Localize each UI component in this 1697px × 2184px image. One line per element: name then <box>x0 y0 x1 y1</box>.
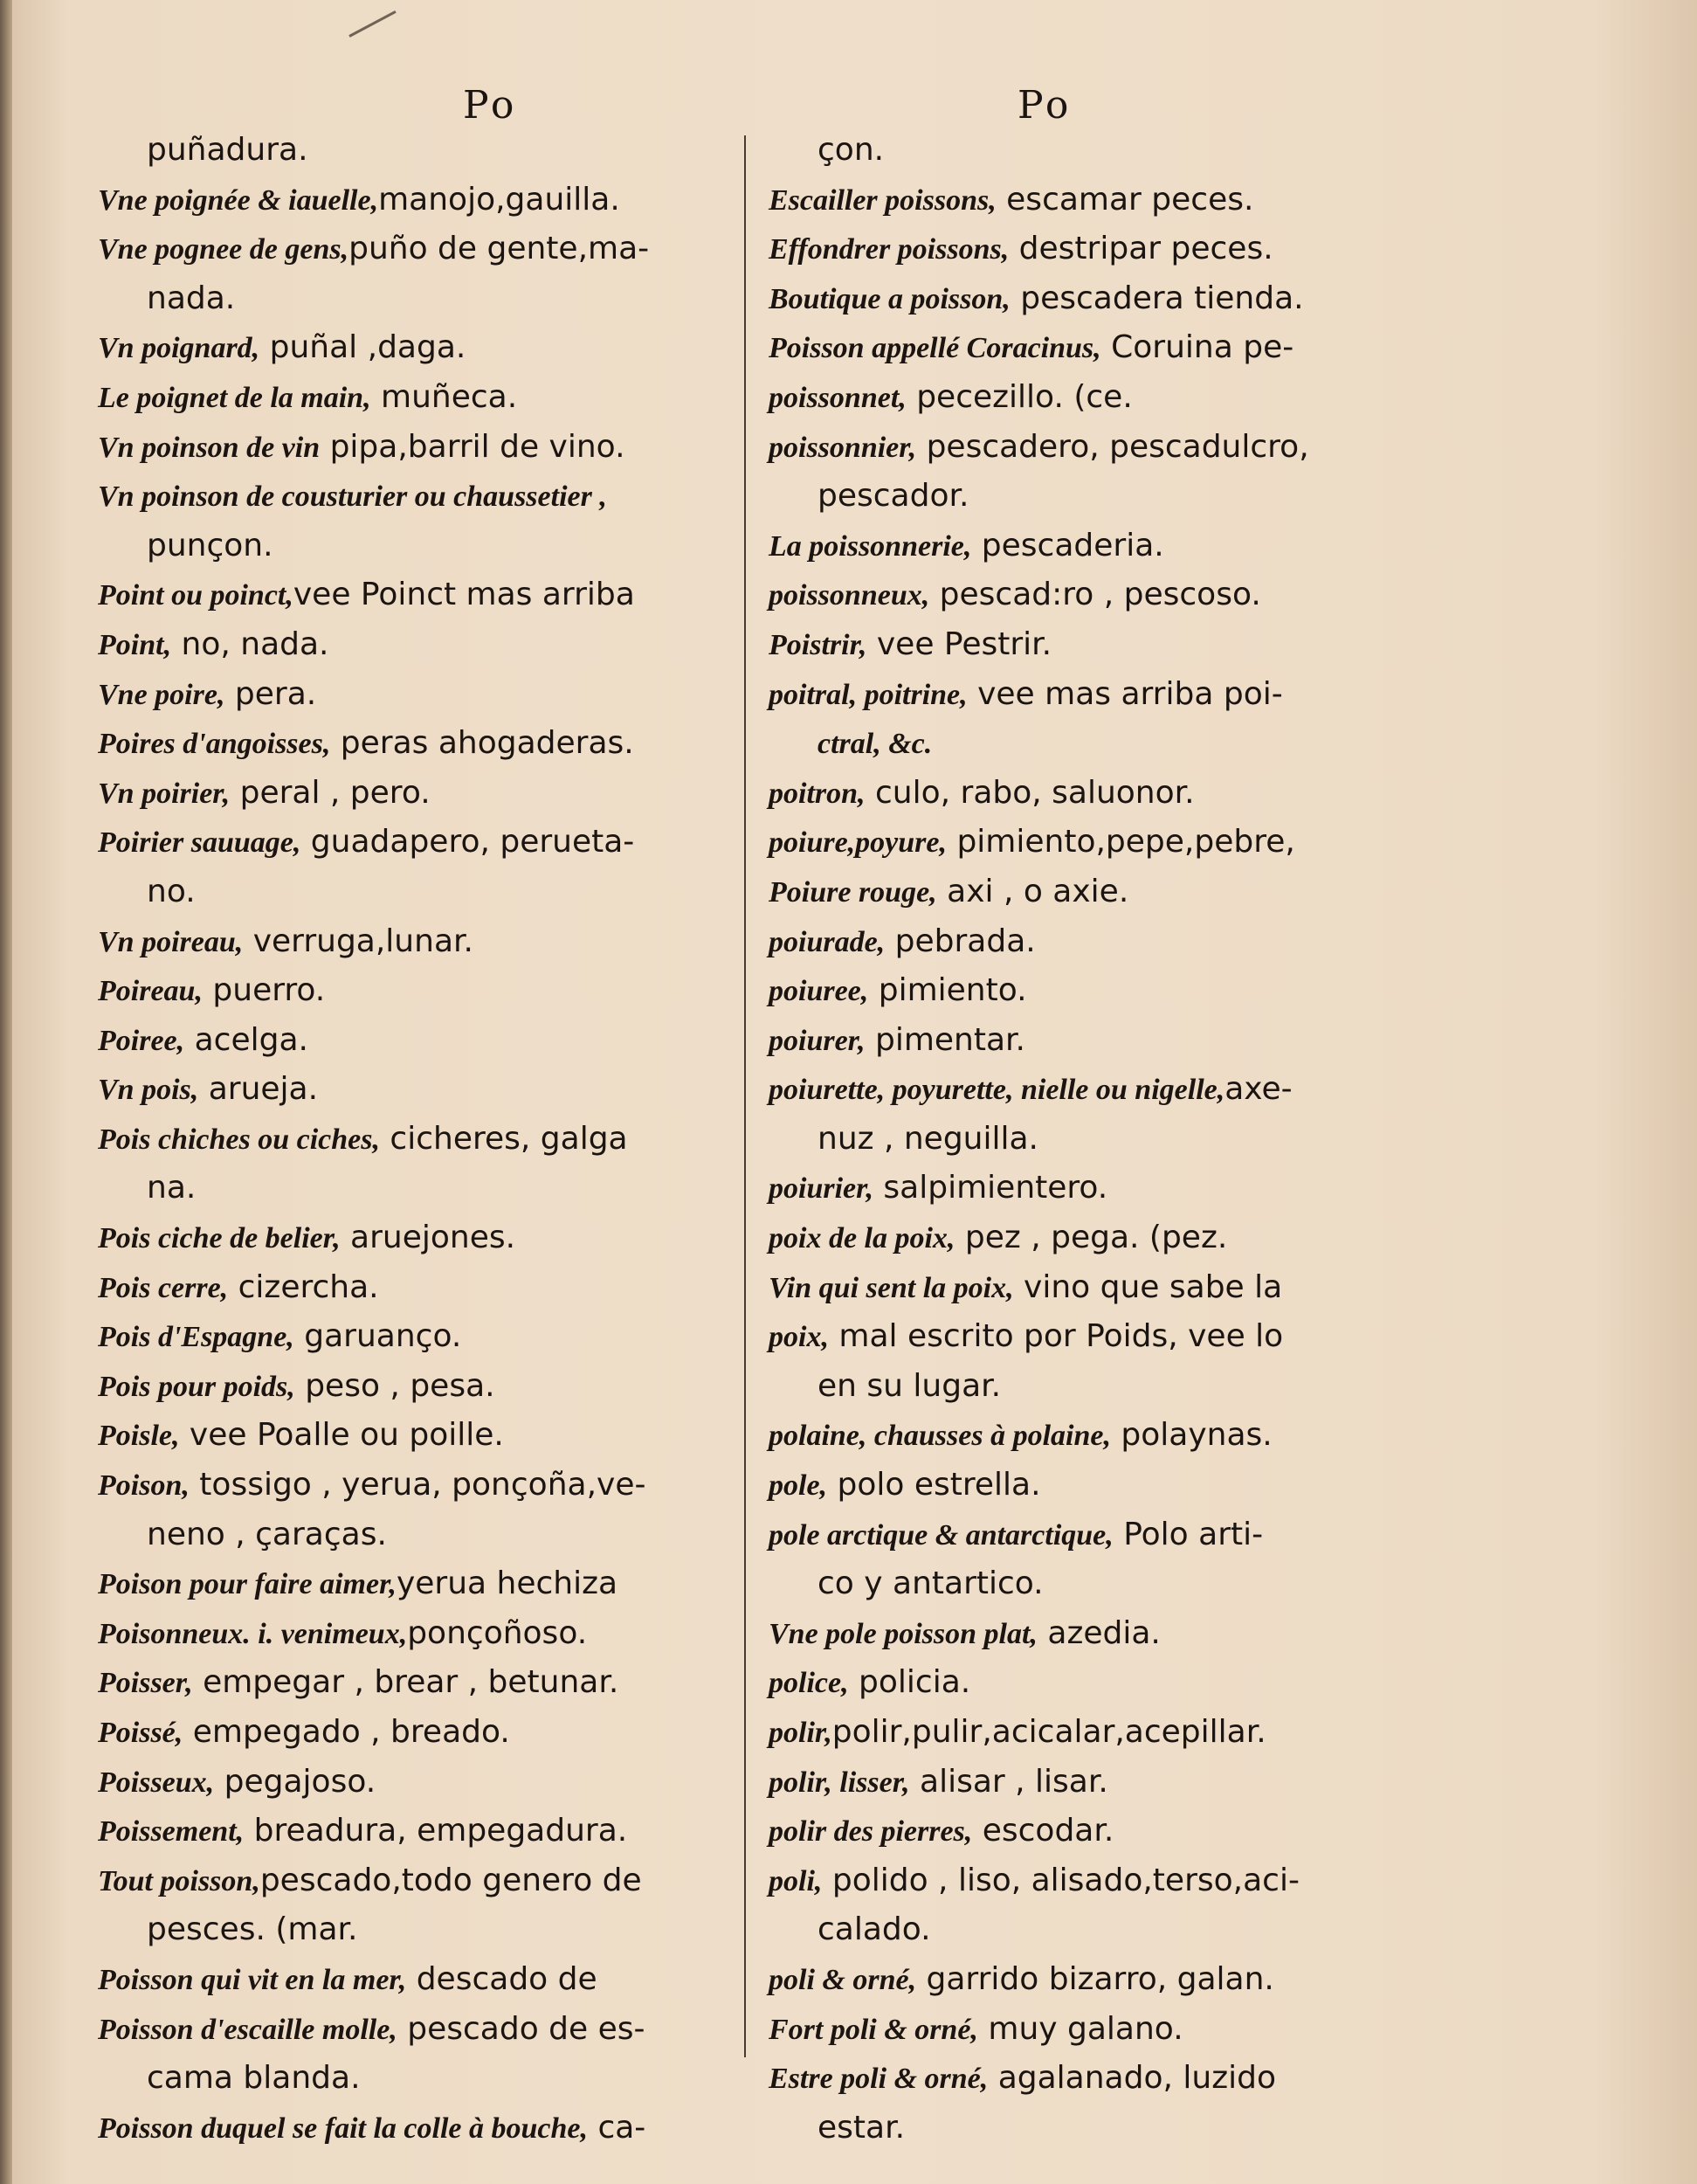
entry-translation: ponçoñoso. <box>407 1614 588 1651</box>
dictionary-entry <box>98 1707 762 1757</box>
entry-headword: polir, lisser, <box>769 1766 910 1799</box>
entry-translation: nuz , neguilla. <box>817 1120 1039 1157</box>
entry-translation: puño de gente,ma- <box>348 231 650 267</box>
entry-headword: Pois chiches ou ciches, <box>98 1123 380 1156</box>
dictionary-entry <box>98 1064 762 1114</box>
entry-headword: Vne pole poisson plat, <box>769 1617 1038 1650</box>
dictionary-entry <box>98 1410 762 1460</box>
entry-translation: polaynas. <box>1110 1417 1273 1454</box>
entry-translation: pescador. <box>817 478 969 515</box>
dictionary-entry <box>769 1806 1467 1856</box>
entry-translation: co y antartico. <box>817 1565 1044 1602</box>
entry-translation: ca- <box>588 2109 646 2146</box>
entry-headword: polir, <box>769 1717 832 1749</box>
entry-translation: polo estrella. <box>827 1467 1041 1503</box>
entry-translation: puñal ,daga. <box>259 329 466 366</box>
dictionary-entry <box>769 1262 1467 1312</box>
entry-translation: alisar , lisar. <box>909 1763 1108 1800</box>
entry-translation: descado de <box>406 1960 597 1997</box>
entry-translation: polido , liso, alisado,terso,aci- <box>822 1862 1300 1898</box>
dictionary-entry <box>98 619 762 669</box>
entry-headword: police, <box>769 1667 849 1700</box>
dictionary-entry <box>769 471 1467 521</box>
entry-headword: Poisson qui vit en la mer, <box>98 1963 407 1996</box>
dictionary-entry <box>769 322 1467 372</box>
entry-headword: Vne poignée & iauelle, <box>98 183 379 217</box>
dictionary-entry <box>98 125 762 175</box>
dictionary-entry <box>769 570 1467 619</box>
entry-headword: Effondrer poissons, <box>769 233 1010 266</box>
entry-headword: poissonnier, <box>769 431 917 464</box>
entry-headword: polaine, chausses à polaine, <box>769 1420 1111 1453</box>
dictionary-entry <box>769 669 1467 719</box>
entry-translation: vee Poinct mas arriba <box>293 577 635 613</box>
entry-translation: cama blanda. <box>147 2060 361 2097</box>
entry-translation: en su lugar. <box>817 1367 1002 1404</box>
dictionary-entry <box>769 1856 1467 1905</box>
dictionary-entry <box>98 1559 762 1608</box>
entry-translation: pimiento. <box>868 972 1027 1009</box>
dictionary-entry <box>98 669 762 719</box>
dictionary-entry <box>98 175 762 225</box>
entry-translation: peral , pero. <box>230 774 431 811</box>
entry-headword: Estre poli & orné, <box>769 2063 989 2096</box>
entry-headword: Vn poireau, <box>98 925 244 958</box>
entry-translation: pez , pega. (pez. <box>955 1220 1228 1256</box>
dictionary-entry <box>98 1657 762 1707</box>
dictionary-entry <box>98 322 762 372</box>
page-binding-edge <box>0 0 12 2184</box>
dictionary-entry <box>769 1410 1467 1460</box>
entry-translation: cicheres, galga <box>379 1120 628 1157</box>
entry-headword: Poiure rouge, <box>769 875 937 909</box>
entry-headword: poli, <box>769 1864 823 1897</box>
entry-translation: aruejones. <box>340 1220 516 1256</box>
entry-translation: pescad:ro , pescoso. <box>929 577 1261 613</box>
entry-headword: poix, <box>769 1321 829 1354</box>
dictionary-entry <box>98 1114 762 1164</box>
entry-translation: empegar , brear , betunar. <box>192 1664 619 1701</box>
dictionary-entry <box>769 2103 1467 2153</box>
entry-headword: poiurier, <box>769 1172 873 1206</box>
entry-translation: pescadera tienda. <box>1010 280 1304 316</box>
entry-translation: pegajoso. <box>214 1763 376 1800</box>
entry-headword: Poissement, <box>98 1815 245 1849</box>
entry-headword: Pois cerre, <box>98 1271 229 1304</box>
entry-translation: garuanço. <box>293 1318 462 1355</box>
entry-translation: pipa,barril de vino. <box>320 428 625 465</box>
entry-headword: Poisonneux. i. venimeux, <box>98 1617 408 1650</box>
entry-translation: vee Pestrir. <box>866 625 1052 662</box>
entry-headword: Poiree, <box>98 1024 185 1057</box>
dictionary-entry <box>98 1856 762 1905</box>
entry-translation: vee Poalle ou poille. <box>179 1417 504 1454</box>
dictionary-entry <box>98 570 762 619</box>
entry-headword: Poisseux, <box>98 1766 215 1799</box>
dictionary-entry <box>769 768 1467 818</box>
dictionary-entry <box>98 521 762 570</box>
entry-translation: escodar. <box>972 1813 1114 1849</box>
dictionary-entry <box>98 2053 762 2103</box>
entry-translation: destripar peces. <box>1009 231 1273 267</box>
dictionary-entry <box>98 1608 762 1658</box>
entry-translation: yerua hechiza <box>396 1565 618 1602</box>
entry-translation: empegado , breado. <box>183 1714 510 1750</box>
entry-translation: peso , pesa. <box>294 1367 495 1404</box>
dictionary-entry <box>769 422 1467 472</box>
entry-translation: pescaderia. <box>971 527 1164 563</box>
dictionary-entry <box>98 1262 762 1312</box>
entry-headword: Le poignet de la main, <box>98 381 371 414</box>
dictionary-entry <box>769 718 1467 768</box>
entry-headword: Tout poisson, <box>98 1864 260 1897</box>
dictionary-entry <box>98 916 762 966</box>
entry-headword: Pois d'Espagne, <box>98 1321 294 1354</box>
dictionary-entry <box>769 224 1467 273</box>
dictionary-entry <box>769 1657 1467 1707</box>
dictionary-entry <box>98 1361 762 1411</box>
entry-headword: Vne poire, <box>98 678 225 711</box>
dictionary-entry <box>98 1757 762 1807</box>
entry-headword: poiurette, poyurette, nielle ou nigelle, <box>769 1074 1225 1107</box>
dictionary-entry <box>98 817 762 867</box>
entry-translation: pesces. (mar. <box>147 1911 358 1948</box>
entry-headword: pole arctique & antarctique, <box>769 1518 1114 1552</box>
entry-translation: manojo,gauilla. <box>378 181 620 218</box>
entry-translation: breadura, empegadura. <box>244 1813 628 1849</box>
dictionary-entry <box>769 1213 1467 1262</box>
entry-translation: polir,pulir,acicalar,acepillar. <box>831 1714 1266 1750</box>
entry-translation: muy galano. <box>977 2010 1183 2047</box>
entry-translation: mal escrito por Poids, vee lo <box>828 1318 1284 1355</box>
left-column-header: Po <box>463 83 518 128</box>
dictionary-entry <box>769 1064 1467 1114</box>
dictionary-entry <box>769 619 1467 669</box>
entry-headword: Vn poirier, <box>98 777 231 810</box>
entry-translation: punçon. <box>147 527 273 563</box>
dictionary-entry <box>769 1015 1467 1065</box>
dictionary-entry <box>769 1954 1467 2004</box>
entry-translation: verruga,lunar. <box>243 923 473 959</box>
entry-headword: Point ou poinct, <box>98 579 293 612</box>
entry-translation: Coruina pe- <box>1100 329 1294 366</box>
entry-headword: poissonneux, <box>769 579 930 612</box>
entry-headword: Poisson appellé Coracinus, <box>769 332 1101 365</box>
entry-translation: pimiento,pepe,pebre, <box>947 824 1295 860</box>
entry-headword: Vn poinson de vin <box>98 431 321 464</box>
entry-headword: pole, <box>769 1469 828 1503</box>
entry-translation: neno , çaraças. <box>147 1516 387 1552</box>
entry-headword: La poissonnerie, <box>769 529 972 563</box>
dictionary-entry <box>769 1707 1467 1757</box>
entry-translation: garrido bizarro, galan. <box>916 1960 1274 1997</box>
dictionary-entry <box>98 718 762 768</box>
dictionary-entry <box>98 1954 762 2004</box>
entry-headword: Pois pour poids, <box>98 1370 295 1403</box>
entry-headword: Escailler poissons, <box>769 183 997 217</box>
entry-headword: Poison pour faire aimer, <box>98 1568 397 1601</box>
entry-headword: poix de la poix, <box>769 1222 955 1255</box>
entry-translation: guadapero, perueta- <box>300 824 635 860</box>
dictionary-entry <box>769 1163 1467 1213</box>
dictionary-entry <box>98 224 762 273</box>
entry-translation: no. <box>147 873 196 909</box>
entry-translation: pescado de es- <box>397 2010 645 2047</box>
entry-translation: puñadura. <box>147 132 308 168</box>
dictionary-entry <box>769 867 1467 916</box>
entry-translation: calado. <box>817 1911 931 1948</box>
entry-translation: muñeca. <box>370 378 518 415</box>
left-column <box>98 125 762 2152</box>
entry-headword: Boutique a poisson, <box>769 282 1011 315</box>
dictionary-entry <box>98 867 762 916</box>
entry-translation: culo, rabo, saluonor. <box>865 774 1195 811</box>
entry-translation: peras ahogaderas. <box>330 725 634 762</box>
entry-translation: no, nada. <box>171 625 329 662</box>
entry-translation: arueja. <box>198 1071 319 1108</box>
entry-headword: Vn pois, <box>98 1074 199 1107</box>
dictionary-entry <box>769 1311 1467 1361</box>
dictionary-entry <box>769 521 1467 570</box>
entry-translation: axi , o axie. <box>936 873 1129 909</box>
right-column-header: Po <box>1018 83 1073 128</box>
dictionary-entry <box>769 125 1467 175</box>
dictionary-entry <box>98 422 762 472</box>
dictionary-entry <box>769 2053 1467 2103</box>
entry-headword: Vin qui sent la poix, <box>769 1271 1014 1304</box>
entry-headword: poli & orné, <box>769 1963 917 1996</box>
dictionary-entry <box>769 372 1467 422</box>
dictionary-entry <box>98 1904 762 1954</box>
entry-translation: vee mas arriba poi- <box>967 675 1283 712</box>
dictionary-entry <box>98 1510 762 1559</box>
entry-headword: ctral, &c. <box>817 728 933 761</box>
entry-headword: Point, <box>98 628 172 661</box>
entry-translation: azedia. <box>1037 1614 1161 1651</box>
right-column <box>769 125 1467 2152</box>
dictionary-entry <box>769 2004 1467 2054</box>
dictionary-entry <box>769 1608 1467 1658</box>
dictionary-entry <box>98 1015 762 1065</box>
dictionary-entry <box>769 273 1467 323</box>
entry-headword: Poisson duquel se fait la colle à bouche, <box>98 2111 588 2145</box>
dictionary-entry <box>98 273 762 323</box>
entry-headword: poiurer, <box>769 1024 866 1057</box>
dictionary-entry <box>769 965 1467 1015</box>
entry-translation: acelga. <box>184 1021 308 1058</box>
dictionary-entry <box>98 1311 762 1361</box>
dictionary-entry <box>98 471 762 521</box>
dictionary-entry <box>98 1163 762 1213</box>
ink-mark <box>348 10 396 38</box>
entry-headword: Poireau, <box>98 975 203 1008</box>
entry-translation: puerro. <box>202 972 326 1009</box>
entry-headword: poiurade, <box>769 925 886 958</box>
entry-translation: pescadero, pescadulcro, <box>916 428 1309 465</box>
entry-headword: Vn poinson de cousturier ou chaussetier , <box>98 480 607 514</box>
dictionary-entry <box>98 965 762 1015</box>
dictionary-entry <box>98 1806 762 1856</box>
entry-headword: poissonnet, <box>769 381 907 414</box>
entry-headword: Poisson d'escaille molle, <box>98 2013 397 2046</box>
dictionary-entry <box>98 1460 762 1510</box>
dictionary-entry <box>769 1114 1467 1164</box>
entry-headword: Fort poli & orné, <box>769 2013 978 2046</box>
entry-translation: vino que sabe la <box>1013 1268 1283 1305</box>
entry-headword: Poisser, <box>98 1667 193 1700</box>
entry-translation: cizercha. <box>228 1268 379 1305</box>
dictionary-entry <box>98 2004 762 2054</box>
dictionary-entry <box>98 2103 762 2153</box>
dictionary-entry <box>769 916 1467 966</box>
entry-translation: pebrada. <box>885 923 1036 959</box>
entry-translation: pescado,todo genero de <box>259 1862 642 1898</box>
entry-headword: poiure,poyure, <box>769 826 947 860</box>
entry-headword: polir des pierres, <box>769 1815 973 1849</box>
entry-translation: escamar peces. <box>996 181 1254 218</box>
dictionary-entry <box>769 1559 1467 1608</box>
entry-headword: Vn poignard, <box>98 332 260 365</box>
dictionary-entry <box>769 1361 1467 1411</box>
dictionary-entry <box>769 1757 1467 1807</box>
dictionary-entry <box>769 817 1467 867</box>
entry-translation: na. <box>147 1170 197 1206</box>
dictionary-entry <box>769 1904 1467 1954</box>
entry-translation: estar. <box>817 2109 906 2146</box>
dictionary-entry <box>769 1510 1467 1559</box>
entry-headword: poitron, <box>769 777 866 810</box>
entry-translation: Polo arti- <box>1113 1516 1264 1552</box>
entry-translation: çon. <box>817 132 885 168</box>
dictionary-entry <box>98 1213 762 1262</box>
entry-translation: axe- <box>1224 1071 1293 1108</box>
dictionary-entry <box>98 768 762 818</box>
dictionary-entry <box>769 175 1467 225</box>
entry-translation: pimentar. <box>865 1021 1025 1058</box>
entry-headword: Poison, <box>98 1469 190 1503</box>
dictionary-entry <box>769 1460 1467 1510</box>
entry-translation: agalanado, luzido <box>988 2060 1276 2097</box>
entry-translation: salpimientero. <box>873 1170 1108 1206</box>
entry-headword: Poistrir, <box>769 628 867 661</box>
entry-headword: Poissé, <box>98 1717 183 1749</box>
entry-headword: poiuree, <box>769 975 869 1008</box>
entry-translation: tossigo , yerua, ponçoña,ve- <box>189 1467 646 1503</box>
entry-translation: policia. <box>848 1664 971 1701</box>
entry-headword: Poirier sauuage, <box>98 826 301 860</box>
entry-headword: Pois ciche de belier, <box>98 1222 341 1255</box>
entry-headword: Poisle, <box>98 1420 180 1453</box>
entry-headword: Vne pognee de gens, <box>98 233 349 266</box>
entry-headword: poitral, poitrine, <box>769 678 968 711</box>
entry-translation: nada. <box>147 280 236 316</box>
entry-translation: pecezillo. (ce. <box>906 378 1133 415</box>
entry-translation: pera. <box>224 675 317 712</box>
dictionary-entry <box>98 372 762 422</box>
entry-headword: Poires d'angoisses, <box>98 728 331 761</box>
